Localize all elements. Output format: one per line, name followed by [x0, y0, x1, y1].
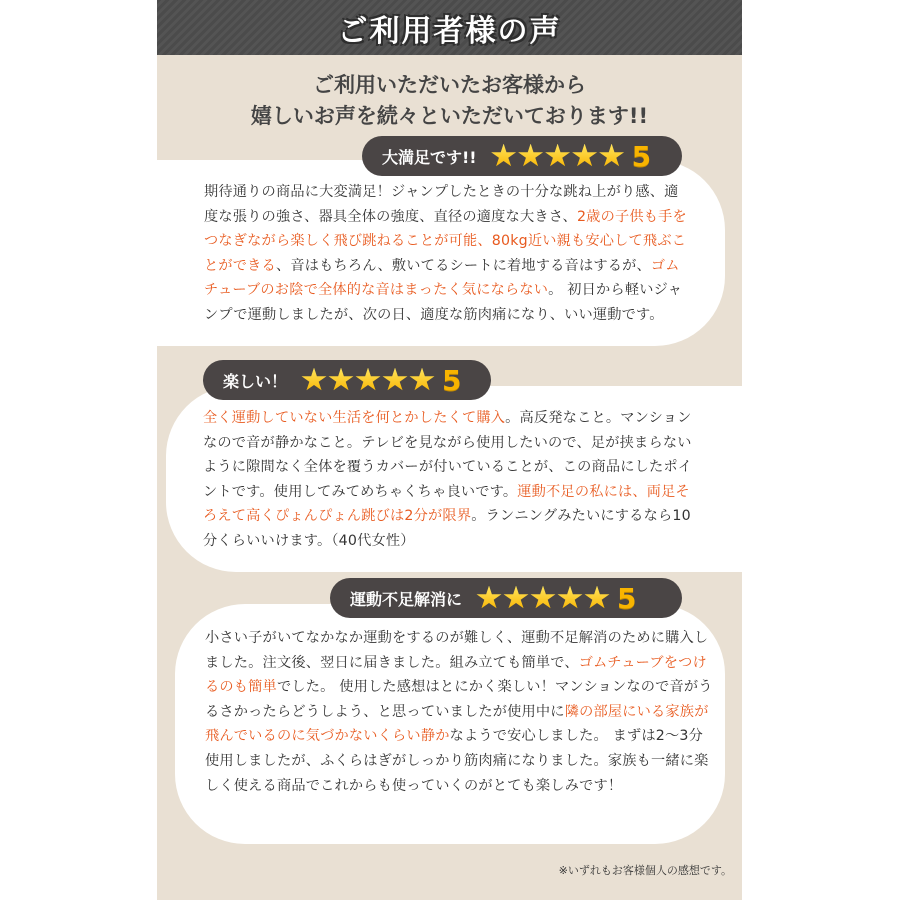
- page-header: [157, 0, 742, 55]
- review-body-text: 。高反発なこと。マンションなので音が静かなこと。テレビを見ながら使用したいので、足が挟まらないように隙間なく全体を覆うカバーが付いていることが、この商品にしたポイントです。使用してみてめちゃくちゃ良いです。: [203, 410, 693, 500]
- intro-line-2: 嬉しいお声を続々といただいております!!: [250, 104, 649, 128]
- review-body-text: 。 初日から軽いジャンプで運動しましたが、次の日、適度な筋肉痛になり、いい運動です。: [204, 282, 683, 323]
- star-icon: [530, 586, 556, 611]
- review-text: [204, 180, 692, 328]
- star-icon: [599, 144, 625, 169]
- review-body-text: 期待通りの商品に大変満足！ジャンプしたときの十分な跳ね上がり感、適度な張りの強さ、器具全体の強度、直径の適度な大きさ、: [204, 184, 679, 225]
- review-body-text: 。ランニングみたいにするなら10分くらいいけます。（40代女性）: [203, 508, 691, 549]
- review-header: [330, 578, 682, 618]
- review-highlight-text: ゴムチューブのお陰で全体的な音はまったく気にならない: [204, 257, 680, 299]
- review-highlight-text: 隣の部屋にいる家族が飛んでいるのに気づかないくらい静か: [205, 703, 709, 745]
- review-highlight-text: ゴムチューブをつけるのも簡単: [205, 654, 707, 696]
- star-icon: [503, 586, 529, 611]
- star-rating: [476, 586, 611, 611]
- star-icon: [518, 144, 544, 169]
- star-icon: [409, 368, 435, 393]
- review-header: [362, 136, 682, 176]
- review-highlight-text: 運動不足の私には、両足そろえて高くぴょんぴょん跳びは2分が限界: [203, 483, 690, 525]
- star-icon: [301, 368, 327, 393]
- review-title: 大満足です!!: [382, 147, 477, 167]
- review-title: 運動不足解消に: [350, 589, 463, 609]
- intro-line-1: ご利用いただいたお客様から: [313, 73, 586, 97]
- rating-score: 5: [617, 581, 637, 615]
- review-card: [175, 604, 725, 844]
- review-header: [203, 360, 491, 400]
- star-rating: [301, 368, 436, 393]
- review-title: 楽しい！: [223, 371, 288, 391]
- star-icon: [328, 368, 354, 393]
- star-icon: [557, 586, 583, 611]
- review-highlight-text: 2歳の子供も手をつなぎながら楽しく飛び跳ねることが可能、80kg近い親も安心して飛ぶことができる: [204, 208, 687, 274]
- star-icon: [491, 144, 517, 169]
- review-body-text: 小さい子がいてなかなか運動をするのが難しく、運動不足解消のために購入しました。注文後、翌日に届きました。組み立ても簡単で、: [205, 630, 709, 671]
- star-icon: [572, 144, 598, 169]
- star-icon: [382, 368, 408, 393]
- rating-score: 5: [631, 139, 652, 173]
- intro-text: [157, 70, 742, 132]
- review-text: [203, 406, 703, 554]
- rating-score: 5: [442, 363, 462, 397]
- review-body-text: でした。 使用した感想はとにかく楽しい！マンションなので音がうるさかったらどうしよう、と思っていましたが使用中に: [205, 679, 713, 720]
- review-text: [205, 626, 715, 798]
- page-title: ご利用者様の声: [337, 13, 562, 49]
- disclaimer-note: ※いずれもお客様個人の感想です。: [558, 864, 732, 877]
- star-icon: [545, 144, 571, 169]
- star-icon: [476, 586, 502, 611]
- star-icon: [355, 368, 381, 393]
- review-body-text: なようで安心しました。 まずは2～3分使用しましたが、ふくらはぎがしっかり筋肉痛になりました。家族も一緒に楽しく使える商品でこれからも使っていくのがとても楽しみです！: [205, 728, 709, 794]
- review-card: [166, 386, 742, 572]
- review-highlight-text: 全く運動していない生活を何とかしたくて購入: [203, 410, 506, 426]
- review-card: [157, 160, 725, 346]
- star-rating: [491, 144, 626, 169]
- review-body-text: 、音はもちろん、敷いてるシートに着地する音はするが、: [275, 257, 651, 274]
- star-icon: [584, 586, 610, 611]
